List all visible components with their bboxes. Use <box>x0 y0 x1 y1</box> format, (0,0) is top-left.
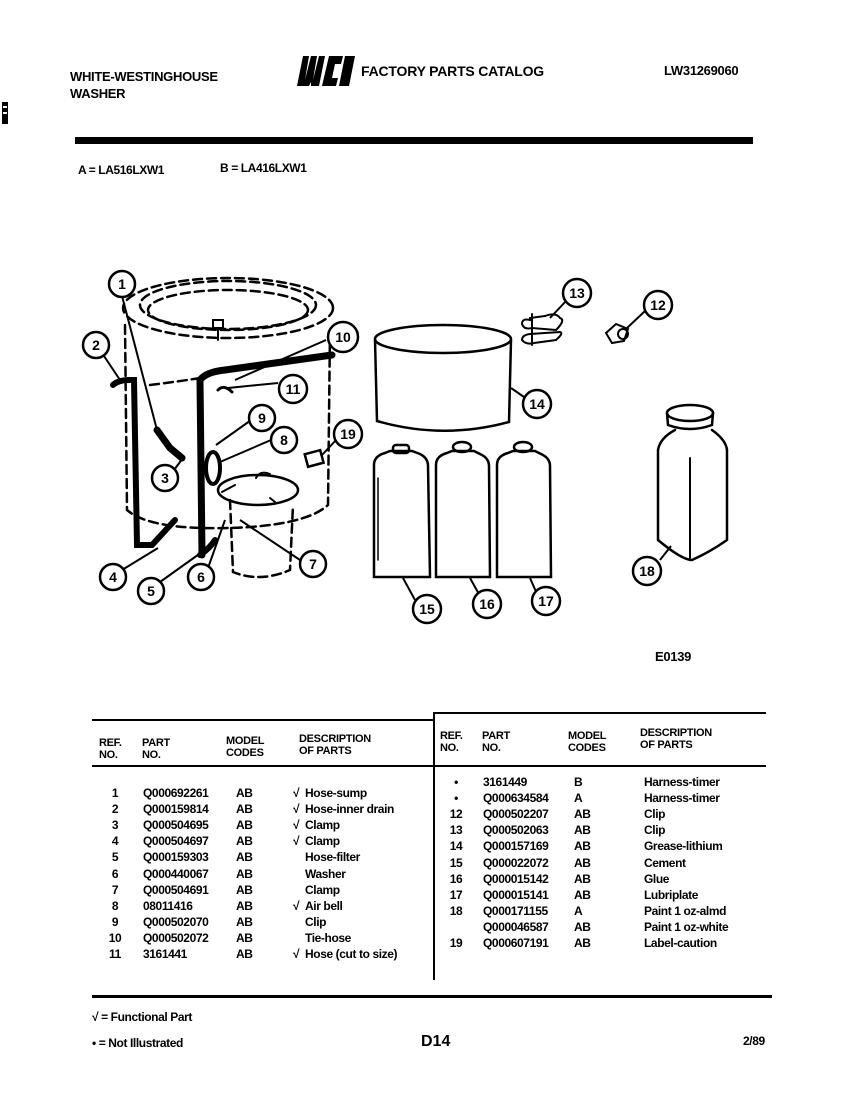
svg-text:15: 15 <box>419 601 435 617</box>
svg-text:5: 5 <box>147 583 155 599</box>
model-codes-cell: B <box>574 775 583 789</box>
svg-text:4: 4 <box>109 569 117 585</box>
description-cell: Paint 1 oz-white <box>644 919 729 934</box>
description-cell: Clip <box>644 807 666 822</box>
part-no-cell: Q000607191 <box>483 936 549 950</box>
ref-no-cell: 13 <box>449 823 463 838</box>
header-ref-no: REF. NO. <box>99 737 122 761</box>
svg-text:10: 10 <box>335 329 351 345</box>
part-no-cell: Q000022072 <box>483 855 549 870</box>
svg-text:13: 13 <box>569 285 585 301</box>
part-no-cell: 3161441 <box>143 947 187 961</box>
svg-text:11: 11 <box>285 381 301 397</box>
description-cell: Label-caution <box>644 936 717 950</box>
description-cell: Hose (cut to size) <box>305 947 398 961</box>
model-codes-cell: AB <box>236 882 253 897</box>
callout-13 <box>563 279 591 307</box>
model-codes-cell: AB <box>236 802 253 817</box>
part-no-cell: 3161449 <box>483 775 527 789</box>
svg-text:1: 1 <box>118 276 126 292</box>
model-codes-cell: AB <box>574 936 591 950</box>
ref-no-cell: 10 <box>108 930 122 945</box>
svg-text:17: 17 <box>538 593 554 609</box>
catalog-title: FACTORY PARTS CATALOG <box>361 63 544 79</box>
model-codes-cell: A <box>574 791 583 806</box>
model-codes-cell: AB <box>236 898 253 913</box>
callout-12 <box>644 291 672 319</box>
svg-text:9: 9 <box>258 410 266 426</box>
ref-no-cell: 18 <box>449 903 463 918</box>
description-cell: Tie-hose <box>305 930 351 945</box>
description-cell: Washer <box>305 866 346 881</box>
washer-tub-outline <box>123 278 333 577</box>
header-model-codes-right: MODEL CODES <box>568 730 607 754</box>
functional-mark: √ <box>293 786 300 800</box>
model-a-label: A = LA516LXW1 <box>78 163 165 177</box>
ref-no-cell: 6 <box>111 866 119 881</box>
callout-17 <box>532 587 560 615</box>
ref-no-cell: 1 <box>111 786 119 800</box>
model-codes-cell: AB <box>574 855 591 870</box>
legend-functional-part: √ = Functional Part <box>92 1010 193 1024</box>
functional-mark: √ <box>293 818 300 833</box>
catalog-number: LW31269060 <box>664 63 739 78</box>
ref-no-cell: 9 <box>111 914 119 929</box>
callout-10 <box>328 322 358 352</box>
functional-mark: √ <box>293 802 300 817</box>
model-codes-cell: AB <box>236 930 253 945</box>
callout-6 <box>188 564 214 590</box>
part-no-cell: Q000159814 <box>143 802 209 817</box>
ref-no-cell: 4 <box>111 834 119 849</box>
functional-mark: √ <box>293 947 300 961</box>
model-codes-cell: AB <box>236 947 253 961</box>
callout-2 <box>83 332 109 358</box>
ref-no-cell: 11 <box>109 947 121 961</box>
model-codes-cell: AB <box>236 850 253 865</box>
ref-no-cell: 19 <box>449 936 463 950</box>
description-cell: Hose-sump <box>305 786 367 800</box>
description-cell: Grease-lithium <box>644 839 723 854</box>
model-codes-cell: AB <box>574 887 591 902</box>
table-column-divider <box>433 712 435 980</box>
description-cell: Paint 1 oz-almd <box>644 903 727 918</box>
description-cell: Clip <box>305 914 327 929</box>
svg-text:7: 7 <box>309 556 317 572</box>
part-no-cell: Q000504695 <box>143 818 209 833</box>
part-no-cell: Q000157169 <box>483 839 549 854</box>
description-cell: Cement <box>644 855 686 870</box>
header-ref-no-right: REF. NO. <box>440 730 463 754</box>
part-no-cell: Q000502070 <box>143 914 209 929</box>
table-header-rule <box>92 765 766 767</box>
ref-no-cell: • <box>454 791 458 806</box>
ref-no-cell: 14 <box>449 839 463 854</box>
model-codes-cell: AB <box>574 823 591 838</box>
table-top-rule-right <box>434 712 766 714</box>
callout-16 <box>473 590 501 618</box>
header-description-right: DESCRIPTION OF PARTS <box>640 727 712 751</box>
product-type: WASHER <box>70 86 126 101</box>
description-cell: Glue <box>644 871 670 886</box>
part-no-cell: Q000440067 <box>143 866 209 881</box>
callout-9 <box>249 405 275 431</box>
ref-no-cell: 7 <box>111 882 119 897</box>
functional-mark: √ <box>293 834 300 849</box>
ref-no-cell: 15 <box>449 855 463 870</box>
description-cell: Clamp <box>305 882 340 897</box>
svg-text:14: 14 <box>529 396 545 412</box>
part-no-cell: Q000504697 <box>143 834 209 849</box>
callout-18 <box>633 557 661 585</box>
header-description: DESCRIPTION OF PARTS <box>299 733 371 757</box>
legend-not-illustrated: • = Not Illustrated <box>92 1036 183 1050</box>
ref-no-cell: 3 <box>111 818 119 833</box>
table-top-rule-left <box>92 719 434 721</box>
model-codes-cell: AB <box>574 807 591 822</box>
manufacturer-name: WHITE-WESTINGHOUSE <box>70 69 218 84</box>
callout-3 <box>152 465 178 491</box>
callout-8 <box>271 427 297 453</box>
model-b-label: B = LA416LXW1 <box>220 161 307 175</box>
header-model-codes: MODEL CODES <box>226 735 265 759</box>
svg-text:6: 6 <box>197 569 205 585</box>
callout-14 <box>523 390 551 418</box>
model-codes-cell: AB <box>574 871 591 886</box>
callout-1 <box>109 271 135 297</box>
svg-text:12: 12 <box>650 297 666 313</box>
model-codes-cell: AB <box>574 919 591 934</box>
description-cell: Clip <box>644 823 666 838</box>
callout-7 <box>300 551 326 577</box>
part-no-cell: Q000046587 <box>483 919 549 934</box>
part-no-cell: Q000171155 <box>483 903 548 918</box>
svg-text:18: 18 <box>639 563 655 579</box>
model-codes-cell: A <box>574 903 583 918</box>
description-cell: Air bell <box>305 898 343 913</box>
part-no-cell: Q000015141 <box>483 887 549 902</box>
header-part-no-right: PART NO. <box>482 730 510 754</box>
description-cell: Clamp <box>305 834 340 849</box>
svg-text:19: 19 <box>340 426 356 442</box>
description-cell: Clamp <box>305 818 340 833</box>
svg-text:16: 16 <box>479 596 495 612</box>
model-codes-cell: AB <box>236 866 253 881</box>
functional-mark: √ <box>293 898 300 913</box>
part-no-cell: Q000159303 <box>143 850 209 865</box>
description-cell: Harness-timer <box>644 791 720 806</box>
header-part-no: PART NO. <box>142 737 170 761</box>
ref-no-cell: 16 <box>449 871 463 886</box>
model-codes-cell: AB <box>236 818 253 833</box>
description-cell: Hose-filter <box>305 850 360 865</box>
callout-5 <box>138 578 164 604</box>
description-cell: Hose-inner drain <box>305 802 394 817</box>
ref-no-cell: 5 <box>111 850 119 865</box>
adhesive-bottles <box>374 442 551 577</box>
model-codes-cell: AB <box>236 914 253 929</box>
part-no-cell: Q000502072 <box>143 930 209 945</box>
page-number: D14 <box>421 1033 451 1050</box>
part-no-cell: Q000504691 <box>143 882 209 897</box>
svg-text:3: 3 <box>161 470 169 486</box>
callout-4 <box>100 564 126 590</box>
ref-no-cell: 12 <box>449 807 463 822</box>
ref-no-cell: 8 <box>111 898 119 913</box>
figure-code: E0139 <box>655 649 692 664</box>
model-codes-cell: AB <box>236 786 253 800</box>
part-no-cell: Q000634584 <box>483 791 549 806</box>
part-no-cell: Q000692261 <box>143 786 209 800</box>
description-cell: Harness-timer <box>644 775 720 789</box>
part-no-cell: Q000502207 <box>483 807 549 822</box>
callout-11 <box>279 375 307 403</box>
description-cell: Lubriplate <box>644 887 699 902</box>
part-no-cell: 08011416 <box>143 898 193 913</box>
model-codes-cell: AB <box>236 834 253 849</box>
part-no-cell: Q000015142 <box>483 871 549 886</box>
callout-15 <box>413 595 441 623</box>
callout-19 <box>334 420 362 448</box>
table-bottom-rule <box>92 995 772 998</box>
svg-text:8: 8 <box>280 432 288 448</box>
model-codes-cell: AB <box>574 839 591 854</box>
ref-no-cell: • <box>454 775 458 789</box>
ref-no-cell: 2 <box>111 802 119 817</box>
catalog-date: 2/89 <box>743 1034 765 1048</box>
part-no-cell: Q000502063 <box>483 823 549 838</box>
ref-no-cell: 17 <box>449 887 463 902</box>
svg-text:2: 2 <box>92 337 100 353</box>
